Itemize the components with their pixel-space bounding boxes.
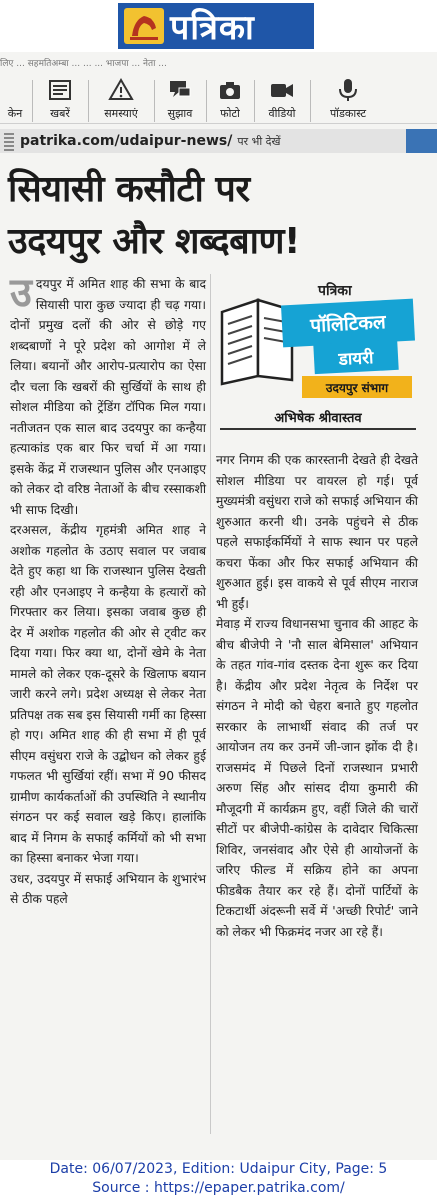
nav-item-problems[interactable]: [90, 72, 152, 124]
nav-item-news[interactable]: [34, 72, 86, 124]
article-column-1: [10, 270, 207, 910]
blue-strip: [406, 129, 437, 153]
microphone-icon: [334, 76, 362, 104]
date-edition-line: Date: 06/07/2023, Edition: Udaipur City, Page: 5: [49, 1161, 388, 1177]
grip-icon: [4, 131, 14, 151]
nav-item-label: पॉडकास्ट: [329, 107, 367, 120]
author-name: अभिषेक श्रीवास्तव: [274, 411, 362, 426]
url-suffix: पर भी देखें: [237, 134, 281, 148]
nav-item-label: वीडियो: [268, 107, 296, 120]
news-icon: [46, 76, 74, 104]
camera-icon: [216, 76, 244, 104]
headline-line2: उदयपुर और शब्दबाण!: [8, 221, 300, 262]
source-line[interactable]: Source : https://epaper.patrika.com/: [92, 1180, 345, 1196]
headline-line1: सियासी कसौटी पर: [8, 169, 250, 210]
nav-item-photo[interactable]: [208, 72, 252, 124]
nav-divider: [88, 80, 89, 122]
paragraph: दरअसल, केंद्रीय गृहमंत्री अमित शाह ने अशोक गहलोत के उठाए सवाल पर जवाब देते हुए कहा था कि राजस्थान पुलिस देखती रही और एनआइए ने कन्हैया के हत्यारों को गिरफ्तार कर लिया। इसका जवाब कुछ ही देर में अशोक गहलोत की ओर से ट्वीट कर दिया गया। फिर क्या था, दोनों खेमे के नेता मामले को लेकर एक-दूसरे के खिलाफ बयान जारी करने लगे। प्रदेश अध्यक्ष से लेकर नेता प्रतिपक्ष तक सब इस सियासी गर्मी का हिस्सा हो गए। अमित शाह की ही सभा में ही पूर्व सीएम वसुंधरा राजे के उद्बोधन को लेकर हुई गफलत भी सुर्खियां रहीं। सभा में 90 फीसद ग्रामीण कार्यकर्ताओं की उपस्थिति ने स्थानीय संगठन पर कई सवाल खड़े किए। हालांकि बाद में निगम के सफाई कर्मियों को भी सभा का हिस्सा बनाकर भेजा गया।: [10, 523, 207, 865]
source-caption: [0, 1160, 437, 1200]
author-underline: [220, 428, 416, 430]
nav-divider: [310, 80, 311, 122]
lion-emblem-icon: [118, 3, 170, 49]
masthead: [0, 0, 437, 52]
nav-divider: [254, 80, 255, 122]
chat-icon: [166, 76, 194, 104]
paragraph: उधर, उदयपुर में सफाई अभियान के शुभारंभ से ठीक पहले: [10, 871, 206, 906]
paragraph: मेवाड़ में राज्य विधानसभा चुनाव की आहट के बीच बीजेपी ने 'नौ साल बेमिसाल' अभियान के तहत गांव-गांव दस्तक देना शुरू कर दिया है। केंद्रीय और प्रदेश नेतृत्व के निर्देश पर संगठन ने मोदी को चेहरा बनाते हुए गहलोत सरकार के लाभार्थी संवाद की तर्ज पर आयोजन तय कर उनमें जी-जान झोंक दी है। राजसमंद में पिछले दिनों राजस्थान प्रभारी अरुण सिंह और सांसद दीया कुमारी की मौजूदगी में कार्यक्रम हुए, वहीं जिले की चारों सीटों पर बीजेपी-कांग्रेस के दावेदार चिकित्सा शिविर, जनसंवाद और ऐसे ही आयोजनों के जरिए फील्ड में सक्रिय होने का अपना फीडबैक तैयार कर रहे हैं। दोनों पार्टियों के टिकटार्थी अंदरूनी सर्वे में 'अच्छी रिपोर्ट' जाने को लेकर भी फिक्रमंद नजर आ रहे हैं।: [216, 617, 418, 939]
torn-top-text: लिए ... सहमतिअम्बा ... ... ... भाजपा ... नेता ...: [0, 59, 167, 69]
nav-divider: [154, 80, 155, 122]
diary-title-2: डायरी: [313, 340, 398, 374]
nav-item-label: सुझाव: [167, 107, 193, 120]
nav-divider: [206, 80, 207, 122]
nav-item-podcast[interactable]: [312, 72, 384, 124]
newspaper-clipping: [0, 52, 437, 1160]
video-icon: [268, 76, 296, 104]
paragraph: दयपुर में अमित शाह की सभा के बाद सियासी पारा कुछ ज्यादा ही चढ़ गया। दोनों प्रमुख दलों की ओर से छोड़े गए शब्दबाणों ने पूरे प्रदेश को आगोश में ले लिया। बयानों और आरोप-प्रत्यारोप का ऐसा दौर चला कि खबरों की सुर्खियों के साथ ही सोशल मीडिया को ट्रेंडिंग टॉपिक मिल गया। नतीजतन एक साल बाद उदयपुर का कन्हैया हत्याकांड एक बार फिर चर्चा में आ गया। इसके केंद्र में राजस्थान पुलिस और एनआइए को लेकर दो वरिष्ठ नेताओं के बीच रस्साकशी भी साफ दिखी।: [10, 277, 206, 517]
nav-item-suggestions[interactable]: [156, 72, 204, 124]
political-diary-badge: [218, 272, 420, 434]
nav-item-label: फोटो: [220, 107, 240, 120]
column-divider: [210, 274, 211, 1134]
brand-name: पत्रिका: [170, 8, 255, 48]
patrika-url[interactable]: patrika.com/udaipur-news/: [20, 133, 233, 149]
nav-item-label: समस्याएं: [104, 107, 138, 120]
diary-publisher: पत्रिका: [318, 283, 352, 299]
url-bar[interactable]: [0, 129, 406, 153]
paragraph: नगर निगम की एक कारस्तानी देखते ही देखते सोशल मीडिया पर वायरल हो गई। पूर्व मुख्यमंत्री वसुंधरा राजे को सफाई अभियान की शुरुआत करनी थी। उनके पहुंचने से ठीक पहले सफाईकर्मियों ने साफ स्थान पर पहले कचरा फेंका और फिर सफाई अभियान की शुरुआत हुई। इस वाकये से पूर्व सीएम नाराज भी हुईं।: [216, 453, 418, 611]
drop-cap: उ: [10, 270, 32, 316]
nav-divider: [32, 80, 33, 122]
article-column-2: [216, 450, 418, 942]
diary-region: उदयपुर संभाग: [302, 376, 412, 398]
patrika-logo[interactable]: [118, 3, 314, 49]
nav-item-video[interactable]: [256, 72, 308, 124]
nav-item-label: खबरें: [50, 107, 70, 120]
nav-item-label: केन: [7, 107, 23, 120]
diary-title-1: पॉलिटिकल: [281, 299, 415, 348]
nav-item-partial[interactable]: [0, 72, 30, 124]
section-nav: [0, 72, 437, 124]
headline: [8, 164, 428, 268]
warning-icon: [107, 76, 135, 104]
